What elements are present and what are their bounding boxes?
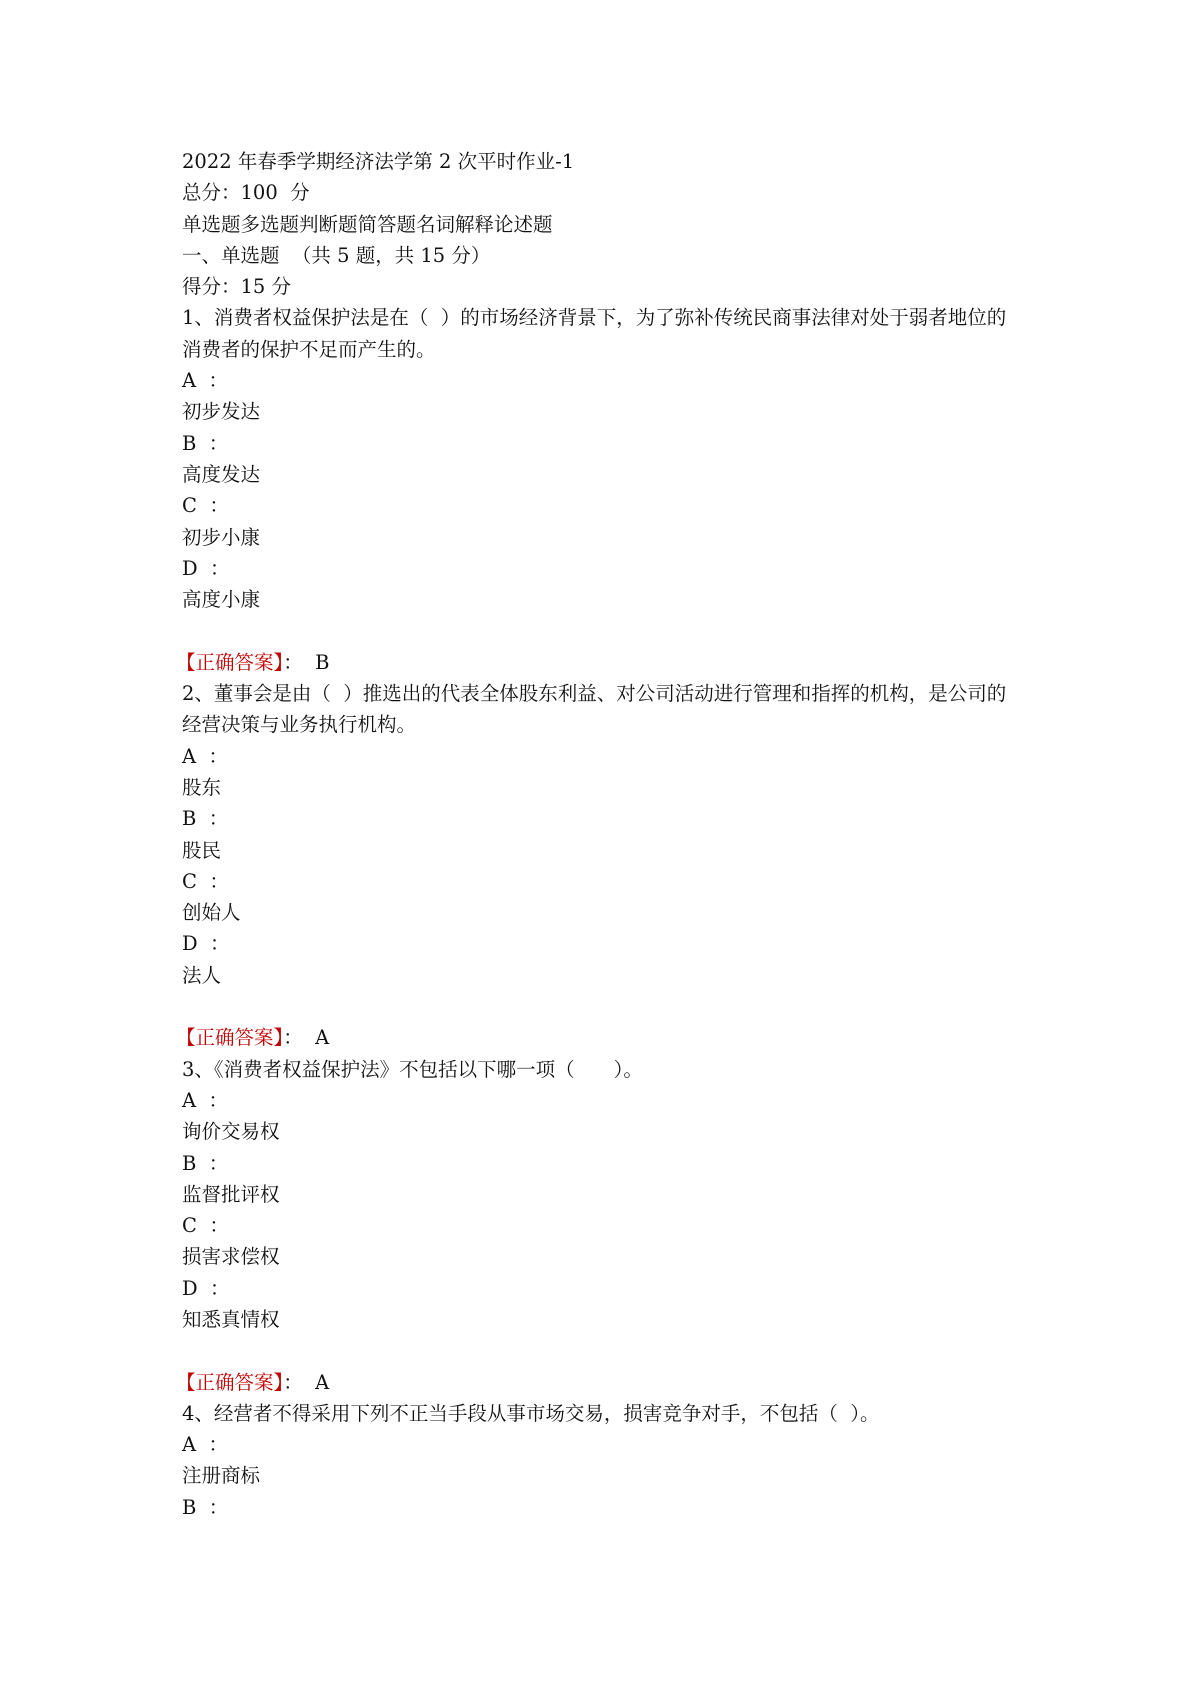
document-content <box>176 146 1022 1523</box>
option-text: 股东 <box>182 775 222 799</box>
option-text: 创始人 <box>182 901 241 925</box>
option-text: 初步发达 <box>182 400 261 424</box>
option-label: A ： <box>182 744 228 768</box>
option-text: 知悉真情权 <box>182 1307 280 1331</box>
answer-label: 【正确答案】 <box>176 650 284 674</box>
question-3 <box>176 1054 1022 1398</box>
option-label: D ： <box>182 1276 230 1300</box>
option-text: 法人 <box>182 963 222 987</box>
correct-answer <box>176 647 1022 678</box>
option-label: A ： <box>182 369 228 393</box>
option-label: D ： <box>182 932 230 956</box>
option-text: 高度发达 <box>182 462 261 486</box>
spacer <box>182 991 1022 1022</box>
section-score: 得分：15 分 <box>182 275 292 299</box>
question-4 <box>182 1398 1022 1523</box>
option-label: C ： <box>182 869 229 893</box>
option-text: 注册商标 <box>182 1464 261 1488</box>
answer-label: 【正确答案】 <box>176 1026 284 1050</box>
spacer <box>182 1335 1022 1366</box>
doc-title: 2022 年春季学期经济法学第 2 次平时作业-1 <box>182 150 575 173</box>
option-label: B ： <box>182 1151 229 1175</box>
answer-separator: ： <box>283 650 316 674</box>
answer-value: A <box>315 1370 330 1394</box>
answer-value: B <box>315 650 330 674</box>
correct-answer <box>176 1022 1022 1053</box>
option-text: 询价交易权 <box>182 1120 280 1144</box>
answer-separator: ： <box>283 1370 316 1394</box>
question-text: 2、董事会是由（ ）推选出的代表全体股东利益、对公司活动进行管理和指挥的机构，是公司的经营决策与业务执行机构。 <box>182 682 1007 737</box>
correct-answer <box>176 1367 1022 1398</box>
option-text: 股民 <box>182 838 222 862</box>
question-text: 4、经营者不得采用下列不正当手段从事市场交易，损害竞争对手，不包括（ ）。 <box>182 1401 880 1425</box>
answer-value: A <box>315 1026 330 1050</box>
option-label: A ： <box>182 1088 228 1112</box>
option-label: C ： <box>182 494 229 518</box>
option-label: C ： <box>182 1214 229 1238</box>
answer-label: 【正确答案】 <box>176 1370 284 1394</box>
option-label: B ： <box>182 807 229 831</box>
question-text: 1、消费者权益保护法是在（ ）的市场经济背景下，为了弥补传统民商事法律对处于弱者地位的消费者的保护不足而产生的。 <box>182 306 1007 361</box>
question-2 <box>176 678 1022 1054</box>
option-label: D ： <box>182 556 230 580</box>
question-text: 3、《消费者权益保护法》不包括以下哪一项（ ）。 <box>182 1057 643 1081</box>
option-text: 监督批评权 <box>182 1182 280 1206</box>
question-1 <box>176 302 1022 678</box>
option-text: 高度小康 <box>182 588 261 612</box>
option-label: B ： <box>182 431 229 455</box>
option-text: 初步小康 <box>182 525 261 549</box>
question-types: 单选题多选题判断题简答题名词解释论述题 <box>182 212 553 236</box>
option-label: A ： <box>182 1433 228 1457</box>
option-label: B ： <box>182 1495 229 1519</box>
section-title: 一、单选题 （共 5 题，共 15 分） <box>182 243 491 267</box>
spacer <box>182 615 1022 646</box>
answer-separator: ： <box>283 1026 316 1050</box>
option-text: 损害求偿权 <box>182 1245 280 1269</box>
total-score: 总分：100 分 <box>182 181 310 205</box>
